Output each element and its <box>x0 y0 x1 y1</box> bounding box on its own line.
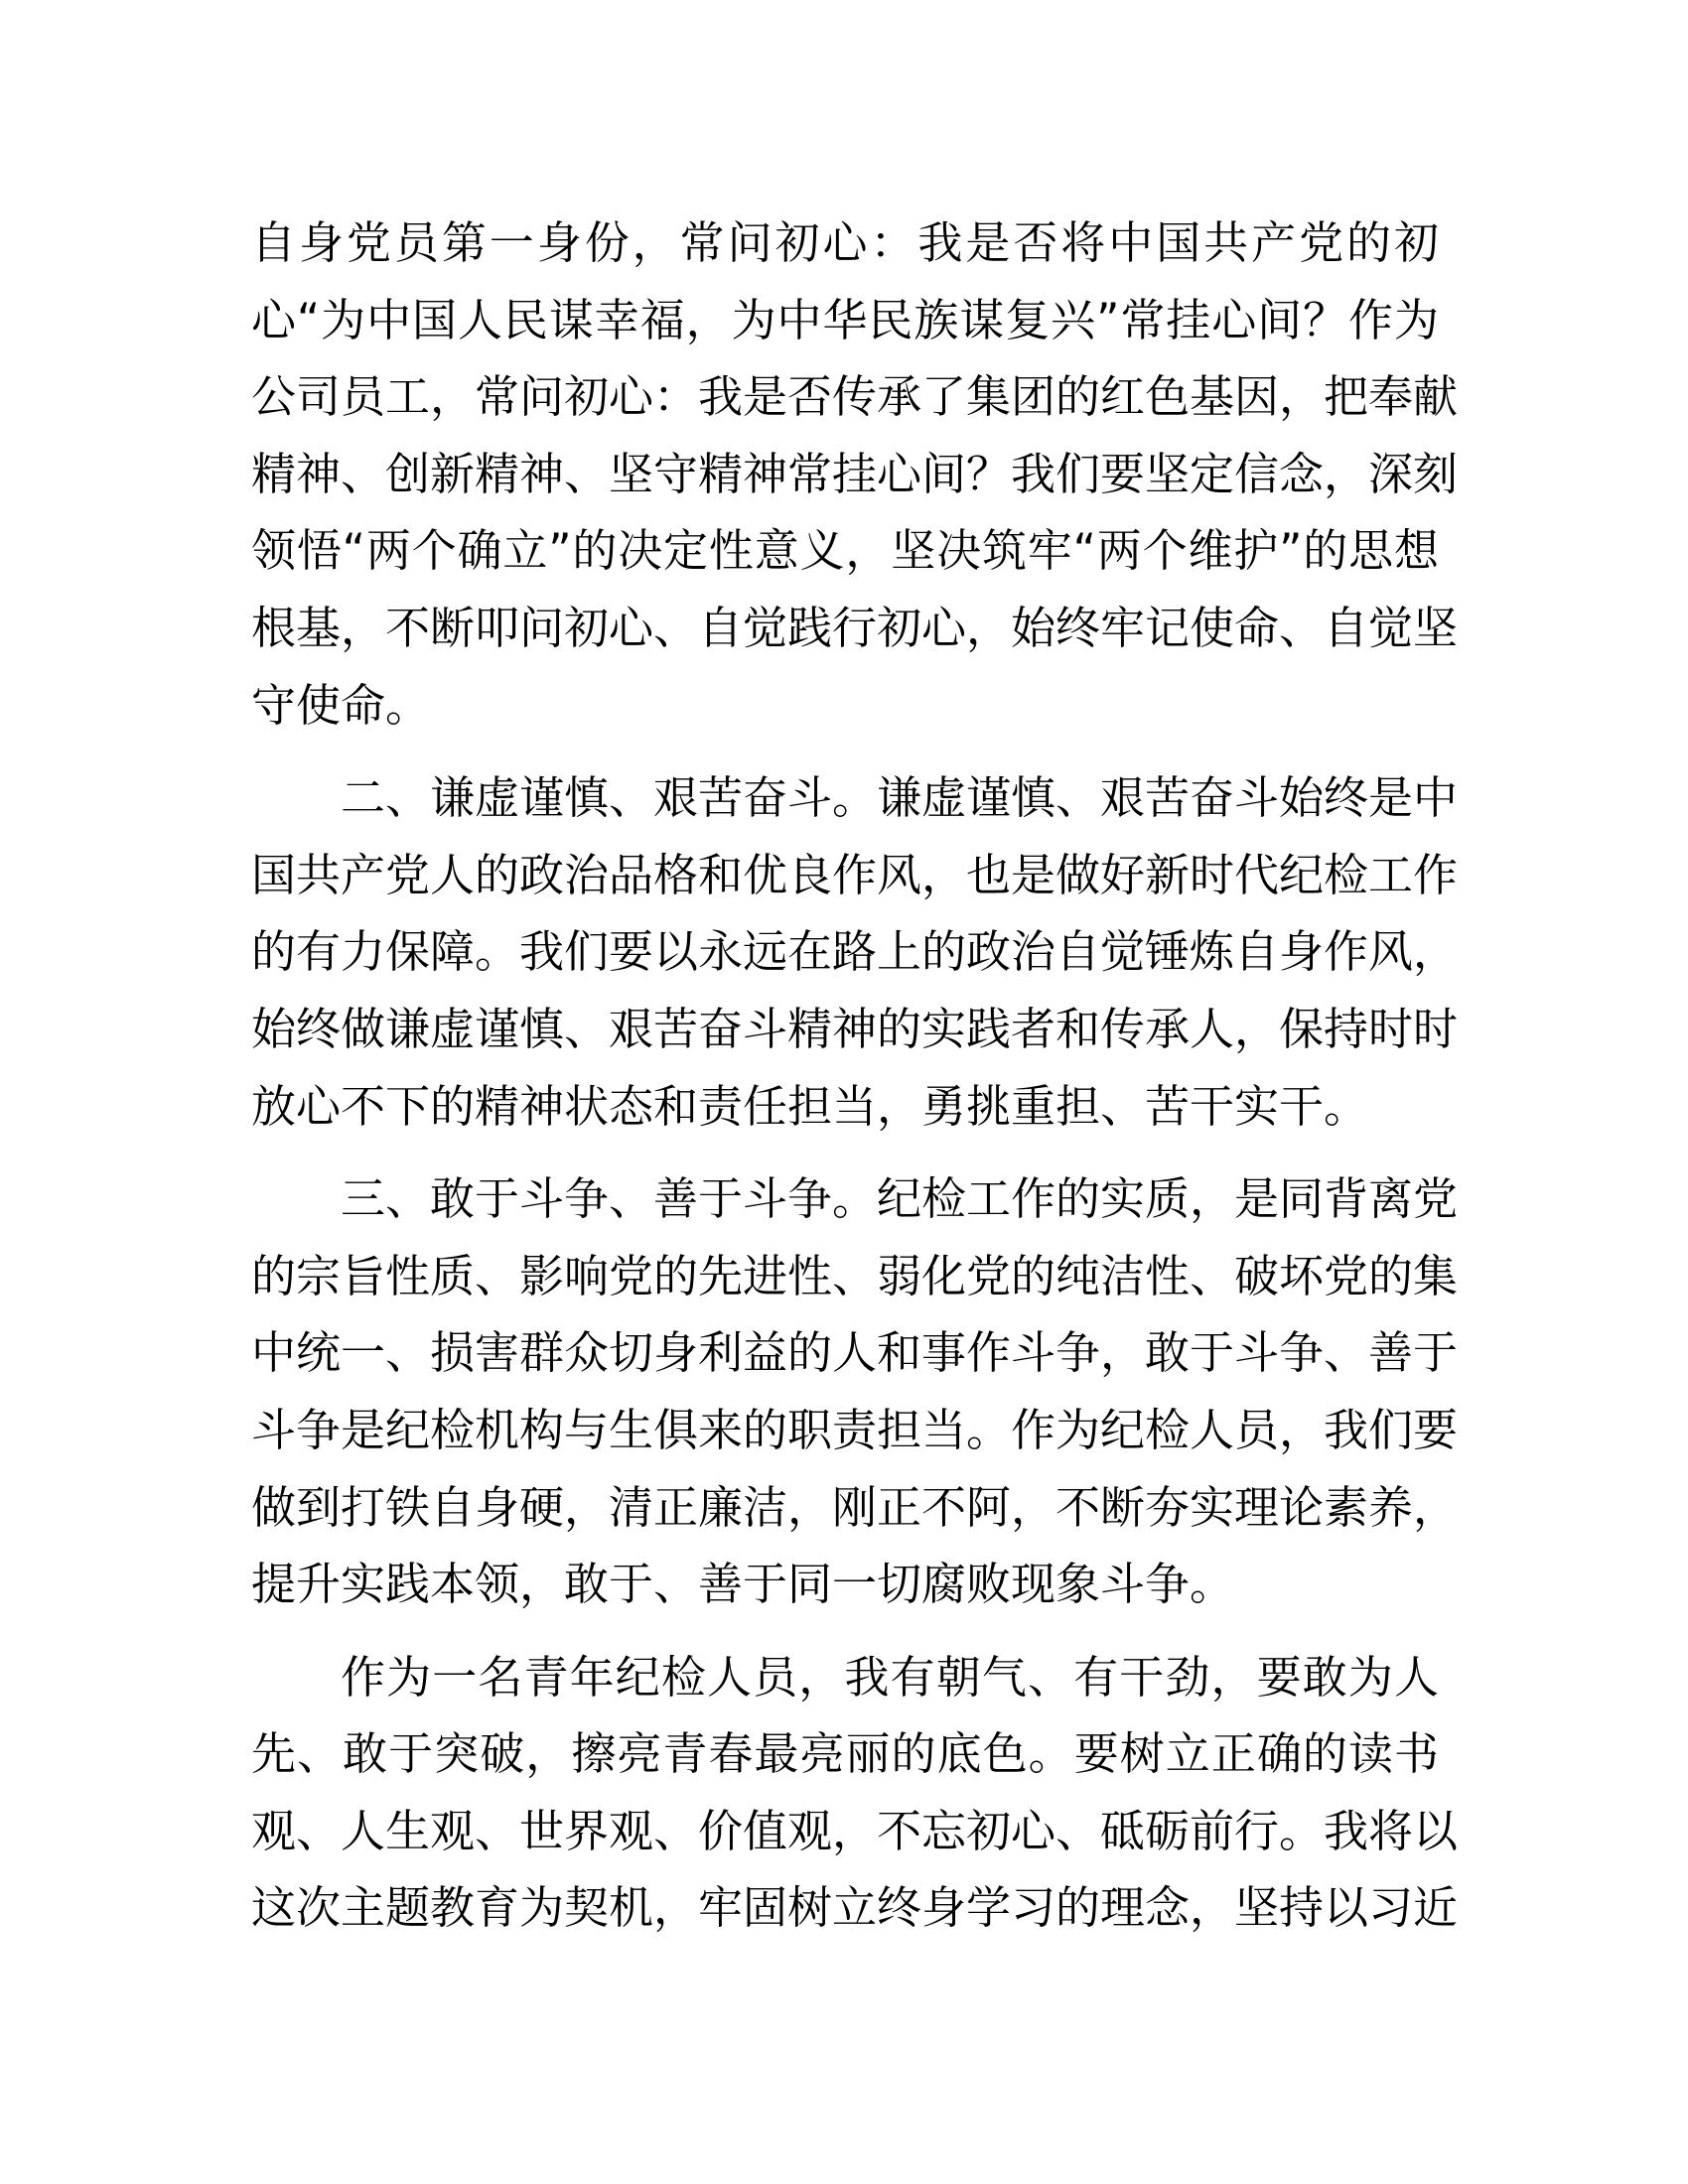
text-line: 这次主题教育为契机，牢固树立终身学习的理念，坚持以习近 <box>251 1881 1459 1935</box>
text-line: 放心不下的精神状态和责任担当，勇挑重担、苦干实干。 <box>251 1079 1369 1133</box>
text-line: 始终做谦虚谨慎、艰苦奋斗精神的实践者和传承人，保持时时 <box>251 1002 1459 1055</box>
paragraph-2-modest-prudent <box>251 765 1459 1151</box>
paragraph-heading-line: 三、敢于斗争、善于斗争。纪检工作的实质，是同背离党 <box>341 1172 1459 1226</box>
text-line: 领悟“两个确立”的决定性意义，坚决筑牢“两个维护”的思想 <box>251 524 1439 578</box>
text-line: 中统一、损害群众切身利益的人和事作斗争，敢于斗争、善于 <box>251 1326 1459 1380</box>
text-line: 公司员工，常问初心：我是否传承了集团的红色基因，把奉献 <box>251 370 1459 424</box>
text-line: 国共产党人的政治品格和优良作风，也是做好新时代纪检工作 <box>251 848 1459 901</box>
text-line: 心“为中国人民谋幸福，为中华民族谋复兴”常挂心间？作为 <box>251 293 1439 346</box>
paragraph-3-dare-to-struggle <box>251 1166 1459 1629</box>
text-line: 观、人生观、世界观、价值观，不忘初心、砥砺前行。我将以 <box>251 1804 1459 1857</box>
text-line: 的有力保障。我们要以永远在路上的政治自觉锤炼自身作风， <box>251 925 1459 979</box>
text-line: 精神、创新精神、坚守精神常挂心间？我们要坚定信念，深刻 <box>251 447 1459 500</box>
body-text <box>251 210 1459 1969</box>
text-line: 斗争是纪检机构与生俱来的职责担当。作为纪检人员，我们要 <box>251 1403 1459 1456</box>
text-line: 作为一名青年纪检人员，我有朝气、有干劲，要敢为人 <box>341 1650 1439 1704</box>
text-line: 提升实践本领，敢于、善于同一切腐败现象斗争。 <box>251 1558 1235 1611</box>
text-line: 做到打铁自身硬，清正廉洁，刚正不阿，不断夯实理论素养， <box>251 1480 1459 1534</box>
text-line: 守使命。 <box>251 678 431 732</box>
text-line: 先、敢于突破，擦亮青春最亮丽的底色。要树立正确的读书 <box>251 1727 1439 1781</box>
text-line: 根基，不断叩问初心、自觉践行初心，始终牢记使命、自觉坚 <box>251 601 1459 654</box>
text-line: 的宗旨性质、影响党的先进性、弱化党的纯洁性、破坏党的集 <box>251 1249 1459 1302</box>
paragraph-heading-line: 二、谦虚谨慎、艰苦奋斗。谦虚谨慎、艰苦奋斗始终是中 <box>341 771 1459 825</box>
text-line: 自身党员第一身份，常问初心：我是否将中国共产党的初 <box>251 216 1439 269</box>
paragraph-1-party-member-identity <box>251 210 1459 750</box>
paragraph-4-young-inspector <box>251 1645 1459 1953</box>
